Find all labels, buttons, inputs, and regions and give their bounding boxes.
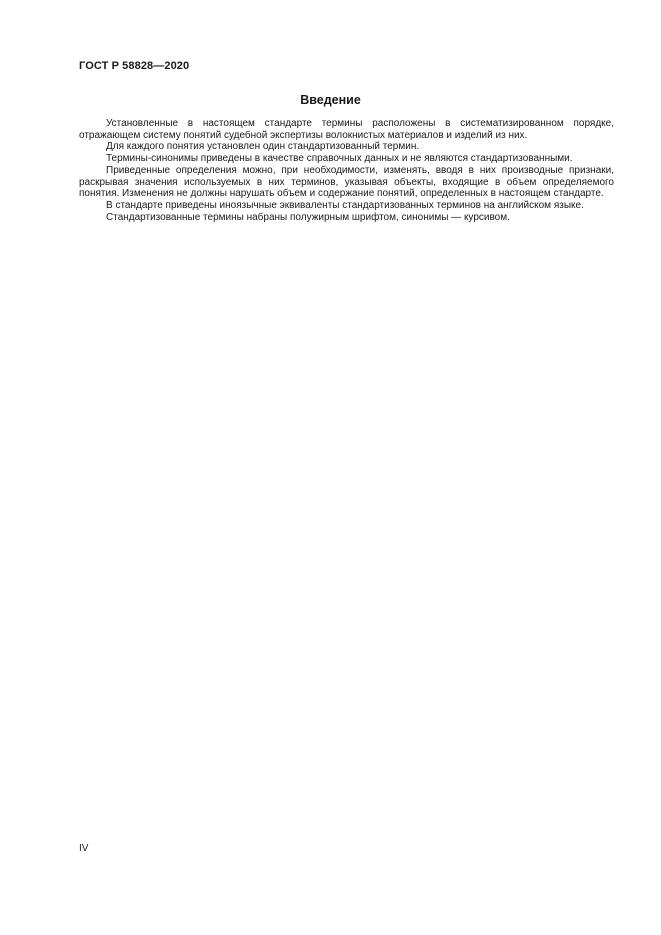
introduction-body [79, 118, 614, 223]
page-number: IV [79, 843, 89, 854]
paragraph: Установленные в настоящем стандарте термины расположены в систематизированном порядке, отражающем систему понятий судебной экспертизы волокнистых материалов и изделий из них. [79, 118, 614, 141]
paragraph: Для каждого понятия установлен один стандартизованный термин. [106, 141, 420, 153]
paragraph: Термины-синонимы приведены в качестве справочных данных и не являются стандартизованными. [106, 153, 573, 165]
paragraph: В стандарте приведены иноязычные эквиваленты стандартизованных терминов на английском языке. [106, 199, 584, 211]
paragraph: Стандартизованные термины набраны полужирным шрифтом, синонимы — курсивом. [106, 211, 510, 223]
section-title: Введение [300, 93, 361, 107]
paragraph: Приведенные определения можно, при необходимости, изменять, вводя в них производные признаки, раскрывая значения используемых в них терминов, указывая объекты, входящие в объем определяемого понятия. Изменения не должны нарушать объем и содержание понятий, определенных в настоящем стандарте. [79, 164, 614, 200]
document-header: ГОСТ Р 58828—2020 [79, 60, 190, 72]
